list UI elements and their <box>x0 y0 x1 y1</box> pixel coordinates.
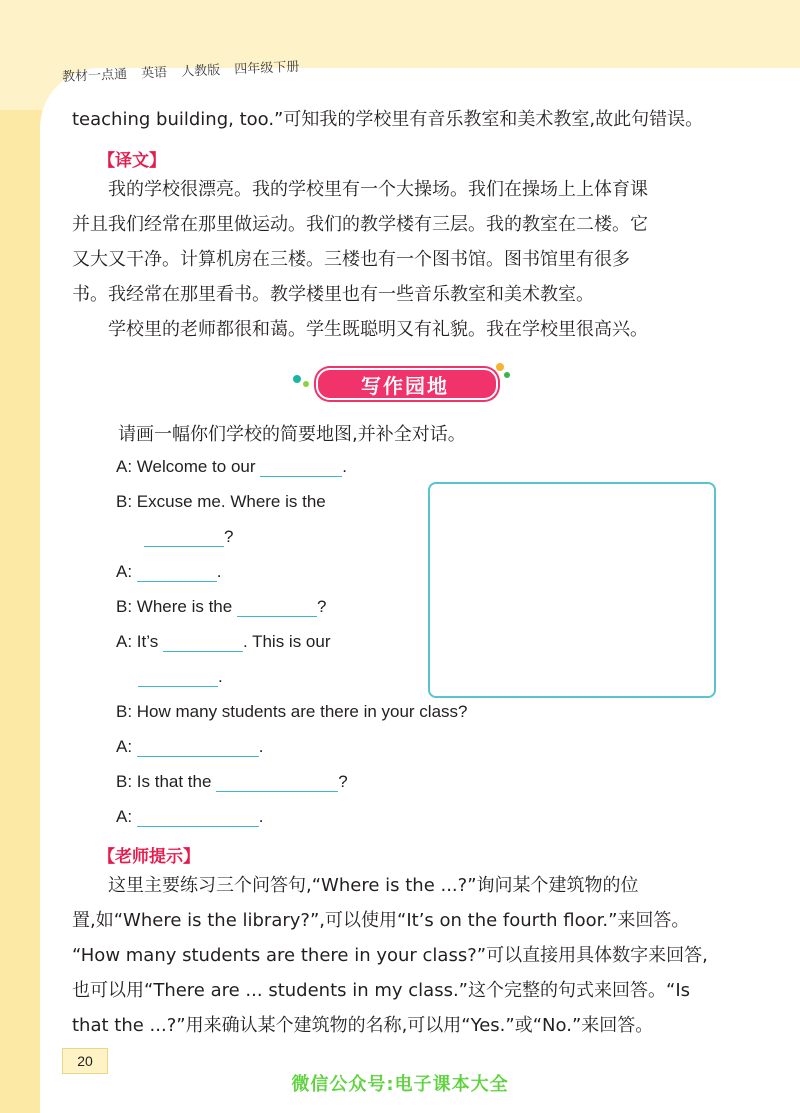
dialogue-text: B: Where is the <box>116 597 233 616</box>
dialogue-punct: . <box>342 457 347 476</box>
tips-line: 也可以用“There are ... students in my class.”这个完整的句式来回答。“Is <box>72 980 691 1001</box>
answer-blank[interactable] <box>137 740 259 757</box>
translation-line: 学校里的老师都很和蔼。学生既聪明又有礼貌。我在学校里很高兴。 <box>108 319 648 340</box>
dialogue-line-4 <box>116 562 222 582</box>
dialogue-text: A: <box>116 737 133 756</box>
translation-line: 书。我经常在那里看书。教学楼里也有一些音乐教室和美术教室。 <box>72 284 594 305</box>
translation-line: 我的学校很漂亮。我的学校里有一个大操场。我们在操场上上体育课 <box>108 179 648 200</box>
translation-title: 【译文】 <box>98 151 166 171</box>
dialogue-line-8: B: How many students are there in your class? <box>116 702 468 721</box>
answer-blank[interactable] <box>163 635 243 652</box>
banner-dot-right-orange <box>496 363 504 371</box>
dialogue-punct: ? <box>224 527 234 546</box>
dialogue-text: A: <box>116 807 133 826</box>
page-number: 20 <box>62 1048 108 1074</box>
dialogue-line-9 <box>116 737 264 757</box>
translation-line: 又大又干净。计算机房在三楼。三楼也有一个图书馆。图书馆里有很多 <box>72 249 630 270</box>
banner-title: 写作园地 <box>361 374 449 398</box>
translation-line: 并且我们经常在那里做运动。我们的教学楼有三层。我的教室在二楼。它 <box>72 214 648 235</box>
dialogue-punct: ? <box>338 772 348 791</box>
dialogue-line-2: B: Excuse me. Where is the <box>116 492 326 511</box>
watermark: 微信公众号:电子课本大全 <box>291 1074 509 1095</box>
dialogue-line-1 <box>116 457 347 477</box>
dialogue-line-3 <box>144 527 233 547</box>
answer-blank[interactable] <box>137 810 259 827</box>
tips-line: that the ...?”用来确认某个建筑物的名称,可以用“Yes.”或“No.”来回答。 <box>72 1015 654 1036</box>
banner-dot-left-green <box>303 381 309 387</box>
dialogue-punct: . <box>258 737 264 756</box>
tips-line: 置,如“Where is the library?”,可以使用“It’s on the fourth floor.”来回答。 <box>72 910 690 931</box>
answer-blank[interactable] <box>237 600 317 617</box>
dialogue-line-11 <box>116 807 264 827</box>
dialogue-text: A: Welcome to our <box>116 457 256 476</box>
answer-blank[interactable] <box>216 775 338 792</box>
dialogue-text: A: <box>116 562 133 581</box>
writing-banner <box>310 365 500 401</box>
dialogue-punct: ? <box>316 597 327 616</box>
dialogue-line-7 <box>138 667 223 687</box>
continuation-line: teaching building, too.”可知我的学校里有音乐教室和美术教室,故此句错误。 <box>72 109 704 130</box>
map-drawing-box[interactable] <box>428 482 716 698</box>
header-grade: 四年级下册 <box>234 59 300 78</box>
answer-blank[interactable] <box>137 565 217 582</box>
banner-dot-right-green <box>504 372 510 378</box>
dialogue-line-5 <box>116 597 326 617</box>
banner-dot-left-teal <box>293 375 301 383</box>
writing-instruction: 请画一幅你们学校的简要地图,并补全对话。 <box>118 424 466 445</box>
dialogue-line-6 <box>116 632 331 652</box>
dialogue-line-10 <box>116 772 348 792</box>
tips-line: “How many students are there in your class?”可以直接用具体数字来回答, <box>72 945 708 966</box>
answer-blank[interactable] <box>260 460 342 477</box>
tips-title: 【老师提示】 <box>98 847 200 867</box>
dialogue-punct: . <box>258 807 264 826</box>
dialogue-punct: . <box>218 667 223 686</box>
answer-blank[interactable] <box>144 530 224 547</box>
tips-line: 这里主要练习三个问答句,“Where is the ...?”询问某个建筑物的位 <box>108 875 639 896</box>
dialogue-punct: . <box>216 562 222 581</box>
header-subject: 英语 <box>140 65 168 82</box>
dialogue-text: B: Is that the <box>116 772 212 791</box>
dialogue-text: . This is our <box>242 632 331 651</box>
answer-blank[interactable] <box>138 670 218 687</box>
header-book: 教材一点通 <box>61 67 128 85</box>
dialogue-text: A: It’s <box>116 632 159 651</box>
header-edition: 人教版 <box>180 63 221 80</box>
